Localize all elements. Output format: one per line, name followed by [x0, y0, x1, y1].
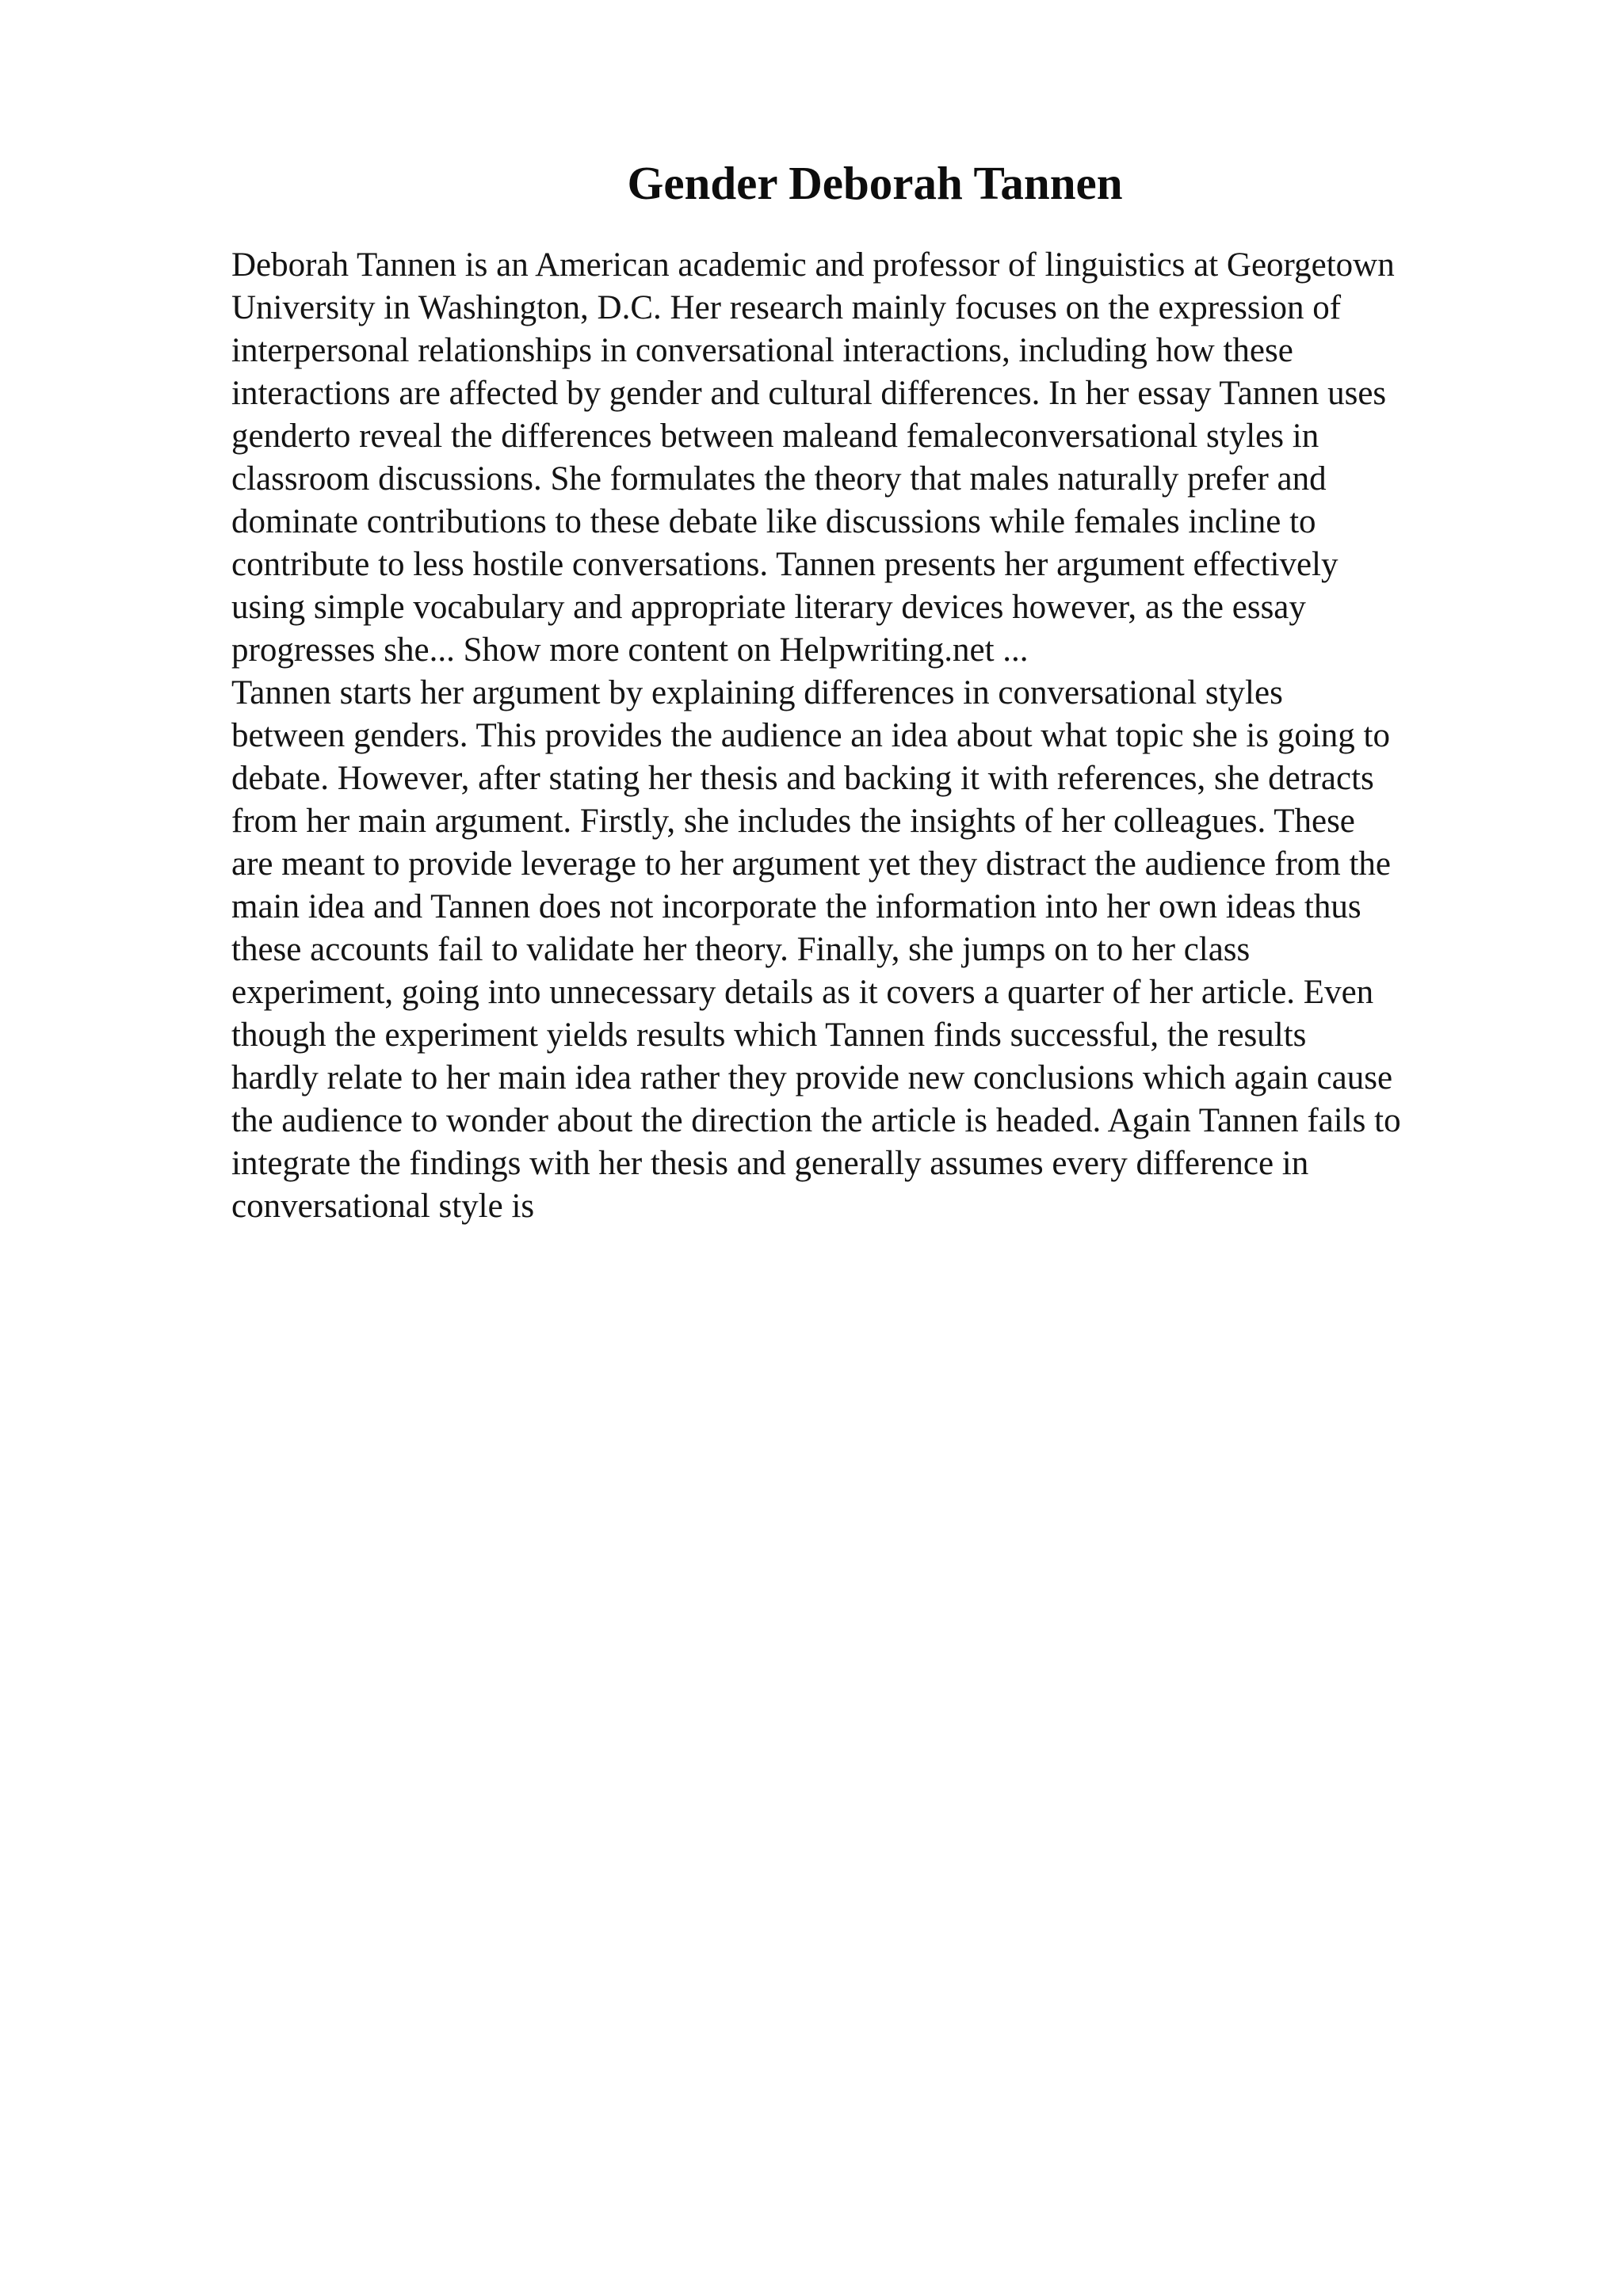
text-line: between genders. This provides the audience an idea about what topic she is going to	[231, 717, 1390, 754]
text-line: Deborah Tannen is an American academic and professor of linguistics at Georgetown	[231, 246, 1395, 284]
text-line: interpersonal relationships in conversational interactions, including how these	[231, 332, 1293, 369]
text-line: experiment, going into unnecessary details as it covers a quarter of her article. Even	[231, 974, 1374, 1011]
text-line: hardly relate to her main idea rather they provide new conclusions which again cause	[231, 1059, 1393, 1097]
text-line: genderto reveal the differences between maleand femaleconversational styles in	[231, 418, 1319, 455]
text-line: these accounts fail to validate her theory. Finally, she jumps on to her class	[231, 931, 1251, 968]
text-line: using simple vocabulary and appropriate literary devices however, as the essay	[231, 589, 1306, 626]
text-line: Tannen starts her argument by explaining differences in conversational styles	[231, 674, 1283, 711]
text-line: from her main argument. Firstly, she includes the insights of her colleagues. These	[231, 803, 1355, 840]
text-line: contribute to less hostile conversations. Tannen presents her argument effectively	[231, 546, 1338, 583]
text-line: dominate contributions to these debate like discussions while females incline to	[231, 503, 1316, 540]
text-line: University in Washington, D.C. Her research mainly focuses on the expression of	[231, 289, 1342, 326]
text-line: progresses she... Show more content on Helpwriting.net ...	[231, 631, 1029, 669]
text-line: though the experiment yields results which Tannen finds successful, the results	[231, 1016, 1307, 1054]
text-line: interactions are affected by gender and cultural differences. In her essay Tannen uses	[231, 375, 1387, 412]
text-line: classroom discussions. She formulates the theory that males naturally prefer and	[231, 460, 1327, 498]
text-line: the audience to wonder about the direction the article is headed. Again Tannen fails to	[231, 1102, 1401, 1139]
text-line: conversational style is	[231, 1188, 535, 1225]
body-text	[231, 244, 1515, 1228]
text-line: integrate the findings with her thesis and generally assumes every difference in	[231, 1145, 1309, 1182]
page-title: Gender Deborah Tannen	[627, 157, 1123, 209]
text-line: are meant to provide leverage to her argument yet they distract the audience from the	[231, 845, 1391, 883]
text-line: debate. However, after stating her thesis and backing it with references, she detracts	[231, 760, 1374, 797]
text-line: main idea and Tannen does not incorporate the information into her own ideas thus	[231, 888, 1361, 925]
